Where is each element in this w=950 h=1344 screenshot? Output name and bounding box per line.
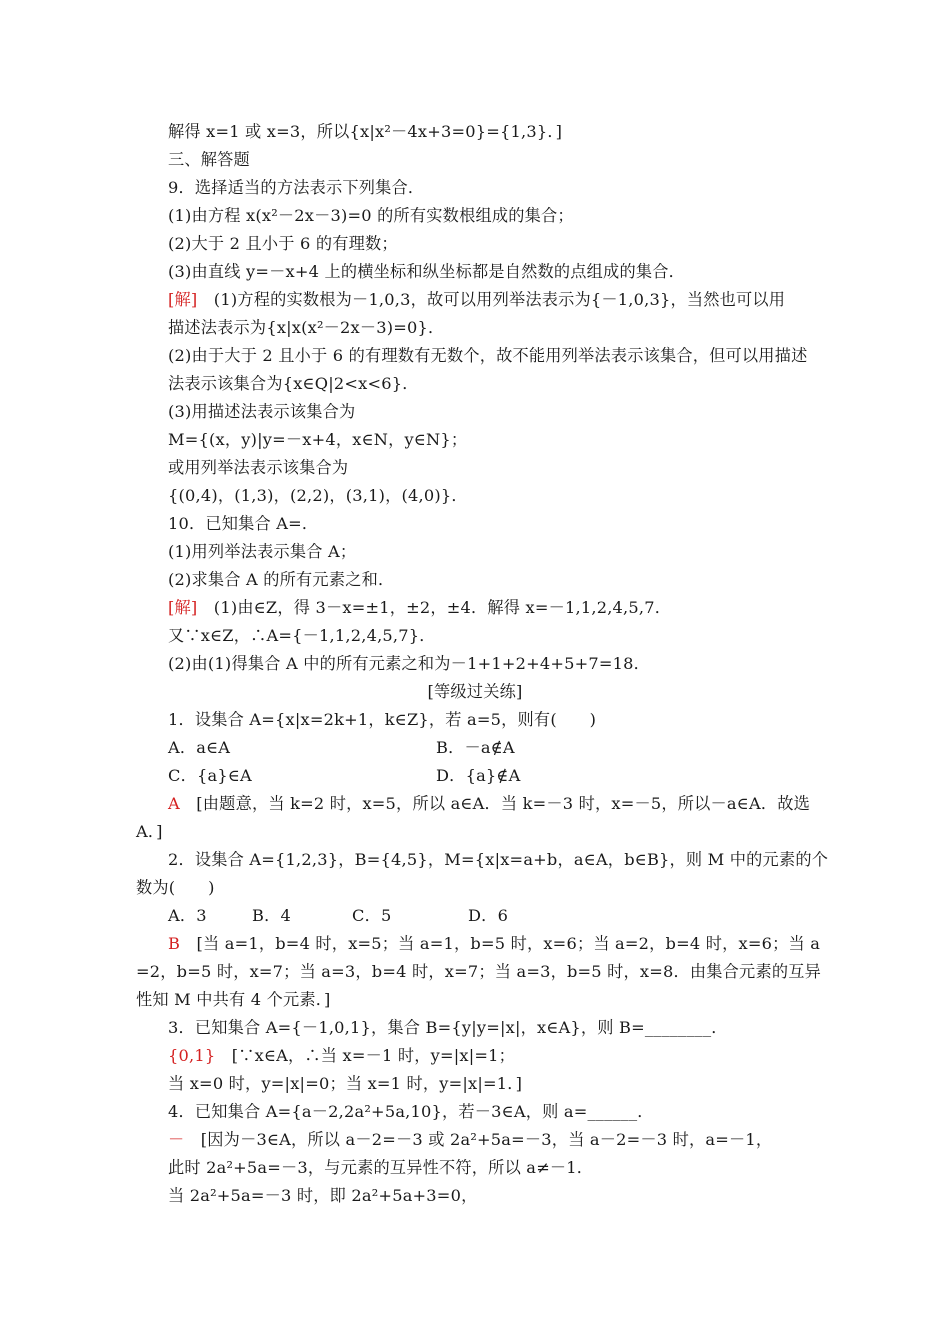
text-line: 又∵x∈Z，∴A={－1,1,2,4,5,7}． [168, 626, 436, 645]
text-line: =2，b=5 时，x=7；当 a=3，b=4 时，x=7；当 a=3，b=5 时，x=8．由集合元素的互异 [136, 962, 821, 981]
question-4: 4．已知集合 A={a－2,2a²+5a,10}，若－3∈A，则 a=______． [168, 1102, 654, 1121]
solution-text: (1)方程的实数根为－1,0,3，故可以用列举法表示为{－1,0,3}，当然也可以用 [197, 290, 786, 309]
option-c: C．5 [352, 906, 392, 925]
question-1: 1．设集合 A={x|x=2k+1，k∈Z}，若 a=5，则有( ) [168, 710, 597, 729]
solution-line [168, 290, 785, 310]
option-a: A．a∈A [168, 738, 231, 757]
option-c: C．{a}∈A [168, 766, 252, 785]
section-heading: 三、解答题 [168, 150, 250, 169]
answer-letter: A [168, 794, 180, 813]
text-line: (2)由(1)得集合 A 中的所有元素之和为－1+1+2+4+5+7=18． [168, 654, 651, 673]
solution-tag: [解] [168, 598, 198, 617]
text-line: (2)大于 2 且小于 6 的有理数； [168, 234, 398, 253]
option-b: B．4 [252, 906, 291, 925]
solution-text: (1)由∈Z，得 3－x=±1，±2，±4．解得 x=－1,1,2,4,5,7． [197, 598, 672, 617]
text-line: {(0,4)，(1,3)，(2,2)，(3,1)，(4,0)}． [168, 486, 468, 505]
answer-value: {0,1} [168, 1046, 216, 1065]
section-title: [等级过关练] [427, 682, 523, 701]
text-line: (3)由直线 y=－x+4 上的横坐标和纵坐标都是自然数的点组成的集合． [168, 262, 685, 281]
question-10: 10．已知集合 A=． [168, 514, 319, 533]
option-d: D．{a}∉A [436, 766, 521, 785]
question-3: 3．已知集合 A={－1,0,1}，集合 B={y|y=|x|，x∈A}，则 B=________． [168, 1018, 728, 1037]
text-line: (1)用列举法表示集合 A； [168, 542, 357, 561]
answer-letter: B [168, 934, 181, 953]
answer-text: [当 a=1，b=4 时，x=5；当 a=1，b=5 时，x=6；当 a=2，b=4 时，x=6；当 a [180, 934, 821, 953]
text-line: 性知 M 中共有 4 个元素．] [136, 990, 331, 1009]
solution-line [168, 598, 671, 618]
text-line: (2)由于大于 2 且小于 6 的有理数有无数个，故不能用列举法表示该集合，但可以用描述 [168, 346, 808, 365]
answer-text: [因为－3∈A，所以 a－2=－3 或 2a²+5a=－3，当 a－2=－3 时，a=－1， [184, 1130, 773, 1149]
answer-line [168, 1130, 772, 1150]
text-line: (2)求集合 A 的所有元素之和． [168, 570, 395, 589]
text-line: 法表示该集合为{x∈Q|2<x<6}． [168, 374, 419, 393]
answer-line [168, 794, 810, 814]
solution-tag: [解] [168, 290, 198, 309]
option-d: D．6 [468, 906, 509, 925]
answer-value: － [168, 1130, 185, 1149]
text-line: 描述法表示为{x|x(x²－2x－3)=0}． [168, 318, 445, 337]
text-line: 或用列举法表示该集合为 [168, 458, 349, 477]
text-line: M={(x，y)|y=－x+4，x∈N，y∈N}； [168, 430, 468, 449]
text-line: 当 2a²+5a=－3 时，即 2a²+5a+3=0， [168, 1186, 478, 1205]
question-9: 9．选择适当的方法表示下列集合． [168, 178, 425, 197]
text-line: (3)用描述法表示该集合为 [168, 402, 356, 421]
answer-line [168, 1046, 515, 1066]
text-line: 此时 2a²+5a=－3，与元素的互异性不符，所以 a≠－1． [168, 1158, 594, 1177]
text-line: 数为( ) [136, 878, 215, 897]
option-a: A．3 [168, 906, 207, 925]
text-line: A．] [136, 822, 163, 841]
question-2: 2．设集合 A={1,2,3}，B={4,5}，M={x|x=a+b，a∈A，b∈B}，则 M 中的元素的个 [168, 850, 829, 869]
answer-line [168, 934, 820, 954]
text-line: 当 x=0 时，y=|x|=0；当 x=1 时，y=|x|=1．] [168, 1074, 523, 1093]
answer-text: [由题意，当 k=2 时，x=5，所以 a∈A．当 k=－3 时，x=－5，所以－a∈A．故选 [179, 794, 811, 813]
text-line: (1)由方程 x(x²－2x－3)=0 的所有实数根组成的集合； [168, 206, 574, 225]
answer-text: [∵x∈A，∴当 x=－1 时，y=|x|=1； [215, 1046, 516, 1065]
text-line: 解得 x=1 或 x=3，所以{x|x²－4x+3=0}={1,3}．] [168, 122, 563, 141]
option-b: B．－a∉A [436, 738, 515, 757]
